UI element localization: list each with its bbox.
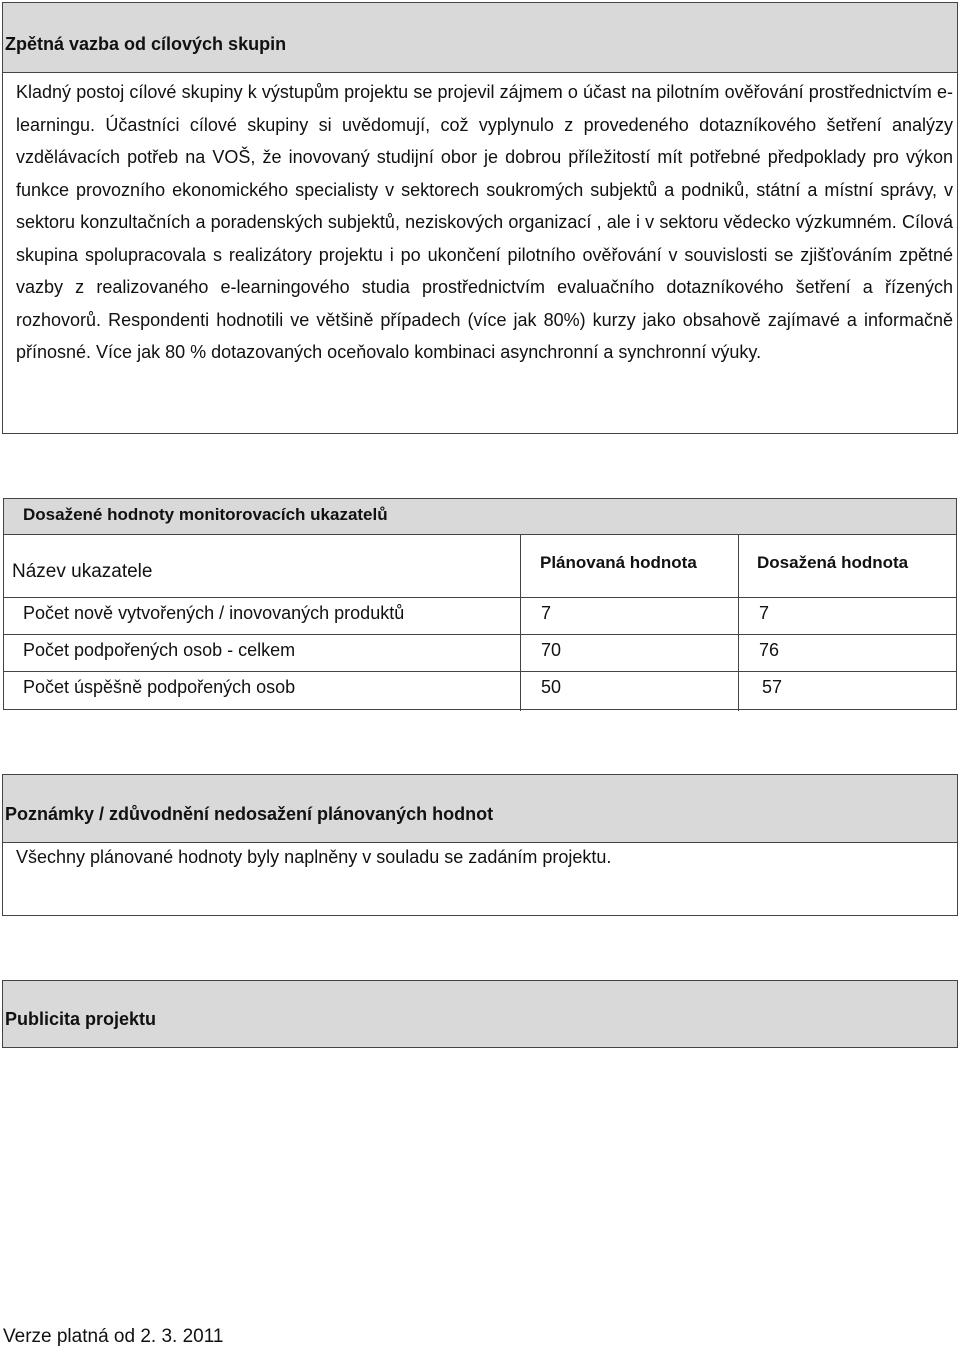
indicators-section: [3, 498, 957, 710]
publicity-title: Publicita projektu: [3, 981, 957, 1047]
notes-text: Všechny plánované hodnoty byly naplněny v souladu se zadáním projektu.: [16, 847, 612, 867]
feedback-title: Zpětná vazba od cílových skupin: [3, 3, 957, 73]
table-cell-planned: 50: [541, 677, 562, 697]
feedback-section: [2, 2, 958, 434]
version-footer: Verze platná od 2. 3. 2011: [3, 1326, 224, 1347]
column-header-achieved: Dosažená hodnota: [757, 553, 909, 572]
table-cell-planned: 70: [541, 640, 562, 660]
notes-section: [2, 774, 958, 916]
table-divider: [4, 597, 956, 598]
table-cell-achieved: 7: [759, 603, 770, 623]
table-divider: [520, 535, 521, 711]
table-cell-achieved: 76: [759, 640, 780, 660]
column-header-planned: Plánovaná hodnota: [540, 553, 697, 572]
column-header-name: Název ukazatele: [12, 561, 153, 582]
table-divider: [4, 634, 956, 635]
table-cell-name: Počet úspěšně podpořených osob: [23, 677, 296, 697]
notes-title: Poznámky / zdůvodnění nedosažení plánovaných hodnot: [3, 775, 957, 843]
table-divider: [738, 535, 739, 711]
table-cell-name: Počet nově vytvořených / inovovaných produktů: [23, 603, 405, 623]
indicators-title: Dosažené hodnoty monitorovacích ukazatelů: [4, 499, 956, 535]
publicity-section: [2, 980, 958, 1048]
table-cell-name: Počet podpořených osob - celkem: [23, 640, 296, 660]
table-cell-planned: 7: [541, 603, 552, 623]
table-divider: [4, 671, 956, 672]
feedback-text: Kladný postoj cílové skupiny k výstupům projektu se projevil zájmem o účast na pilotním ověřování prostřednictvím e-learningu. Účastníci cílové skupiny si uvědomují, což vyplynulo z provedeného dotazníkového šetření analýzy vzdělávacích potřeb na VOŠ, že inovovaný studijní obor je dobrou příležitostí mít potřebné předpoklady pro výkon funkce provozního ekonomického specialisty v sektorech soukromých subjektů a podniků, státní a místní správy, v sektoru konzultačních a poradenských subjektů, neziskových organizací , ale i v sektoru vědecko výzkumném. Cílová skupina spolupracovala s realizátory projektu i po ukončení pilotního ověřování v souvislosti se zjišťováním zpětné vazby z realizovaného e-learningového studia prostřednictvím evaluačního dotazníkového šetření a řízených rozhovorů. Respondenti hodnotili ve většině případech (více jak 80%) kurzy jako obsahově zajímavé a informačně přínosné. Více jak 80 % dotazovaných oceňovalo kombinaci asynchronní a synchronní výuky.: [16, 82, 953, 362]
table-cell-achieved: 57: [762, 677, 783, 697]
